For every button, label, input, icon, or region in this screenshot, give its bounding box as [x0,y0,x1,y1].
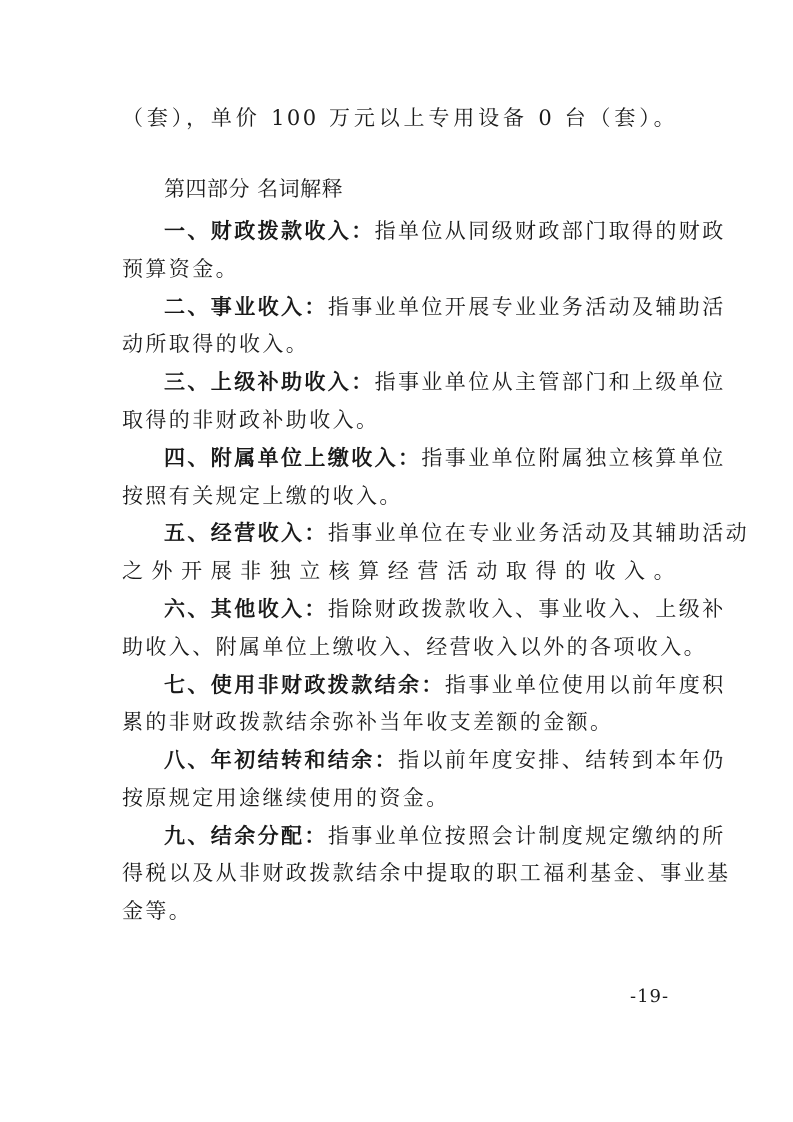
page-number: -19- [630,986,670,1007]
definition-term: 四、附属单位上缴收入： [164,446,422,470]
definition-term: 六、其他收入： [164,597,328,621]
definition-item [164,518,750,548]
definition-item [164,367,726,397]
definition-continuation: 动所取得的收入。 [122,332,310,356]
definition-term: 二、事业收入： [164,295,328,319]
definition-continuation: 按原规定用途继续使用的资金。 [122,786,450,810]
definition-term: 八、年初结转和结余： [164,748,398,772]
definition-text: 指除财政拨款收入、事业收入、上级补 [327,597,726,621]
definition-item [164,216,726,246]
definition-continuation: 金等。 [122,899,193,923]
definition-term: 七、使用非财政拨款结余： [164,673,445,697]
definition-continuation: 助收入、附属单位上缴收入、经营收入以外的各项收入。 [122,635,707,659]
definition-continuation: 累的非财政拨款结余弥补当年收支差额的金额。 [122,710,614,734]
definition-text: 指单位从同级财政部门取得的财政 [374,219,726,243]
definition-term: 五、经营收入： [164,521,328,545]
carryover-line: （套），单价 100 万元以上专用设备 0 台（套）。 [122,106,677,130]
section-title: 第四部分 名词解释 [164,177,344,201]
definition-text: 指事业单位附属独立核算单位 [421,446,726,470]
definition-text: 指以前年度安排、结转到本年仍 [398,748,726,772]
definition-item [164,745,726,775]
definition-continuation: 预算资金。 [122,257,239,281]
definition-item [164,443,726,473]
definition-continuation: 得税以及从非财政拨款结余中提取的职工福利基金、事业基 [122,861,731,885]
definition-continuation: 按照有关规定上缴的收入。 [122,484,403,508]
definition-text: 指事业单位在专业业务活动及其辅助活动 [327,521,750,545]
definition-continuation: 取得的非财政补助收入。 [122,408,380,432]
definition-item [164,821,726,851]
definition-text: 指事业单位开展专业业务活动及辅助活 [327,295,726,319]
definition-term: 九、结余分配： [164,824,328,848]
definition-text: 指事业单位按照会计制度规定缴纳的所 [327,824,726,848]
definition-item [164,292,726,322]
definition-text: 指事业单位使用以前年度积 [444,673,726,697]
definition-item [164,594,726,624]
definition-item [164,670,726,700]
definition-term: 一、财政拨款收入： [164,219,375,243]
definition-continuation: 之外开展非独立核算经营活动取得的收入。 [122,559,677,583]
definition-text: 指事业单位从主管部门和上级单位 [374,370,726,394]
definition-term: 三、上级补助收入： [164,370,375,394]
